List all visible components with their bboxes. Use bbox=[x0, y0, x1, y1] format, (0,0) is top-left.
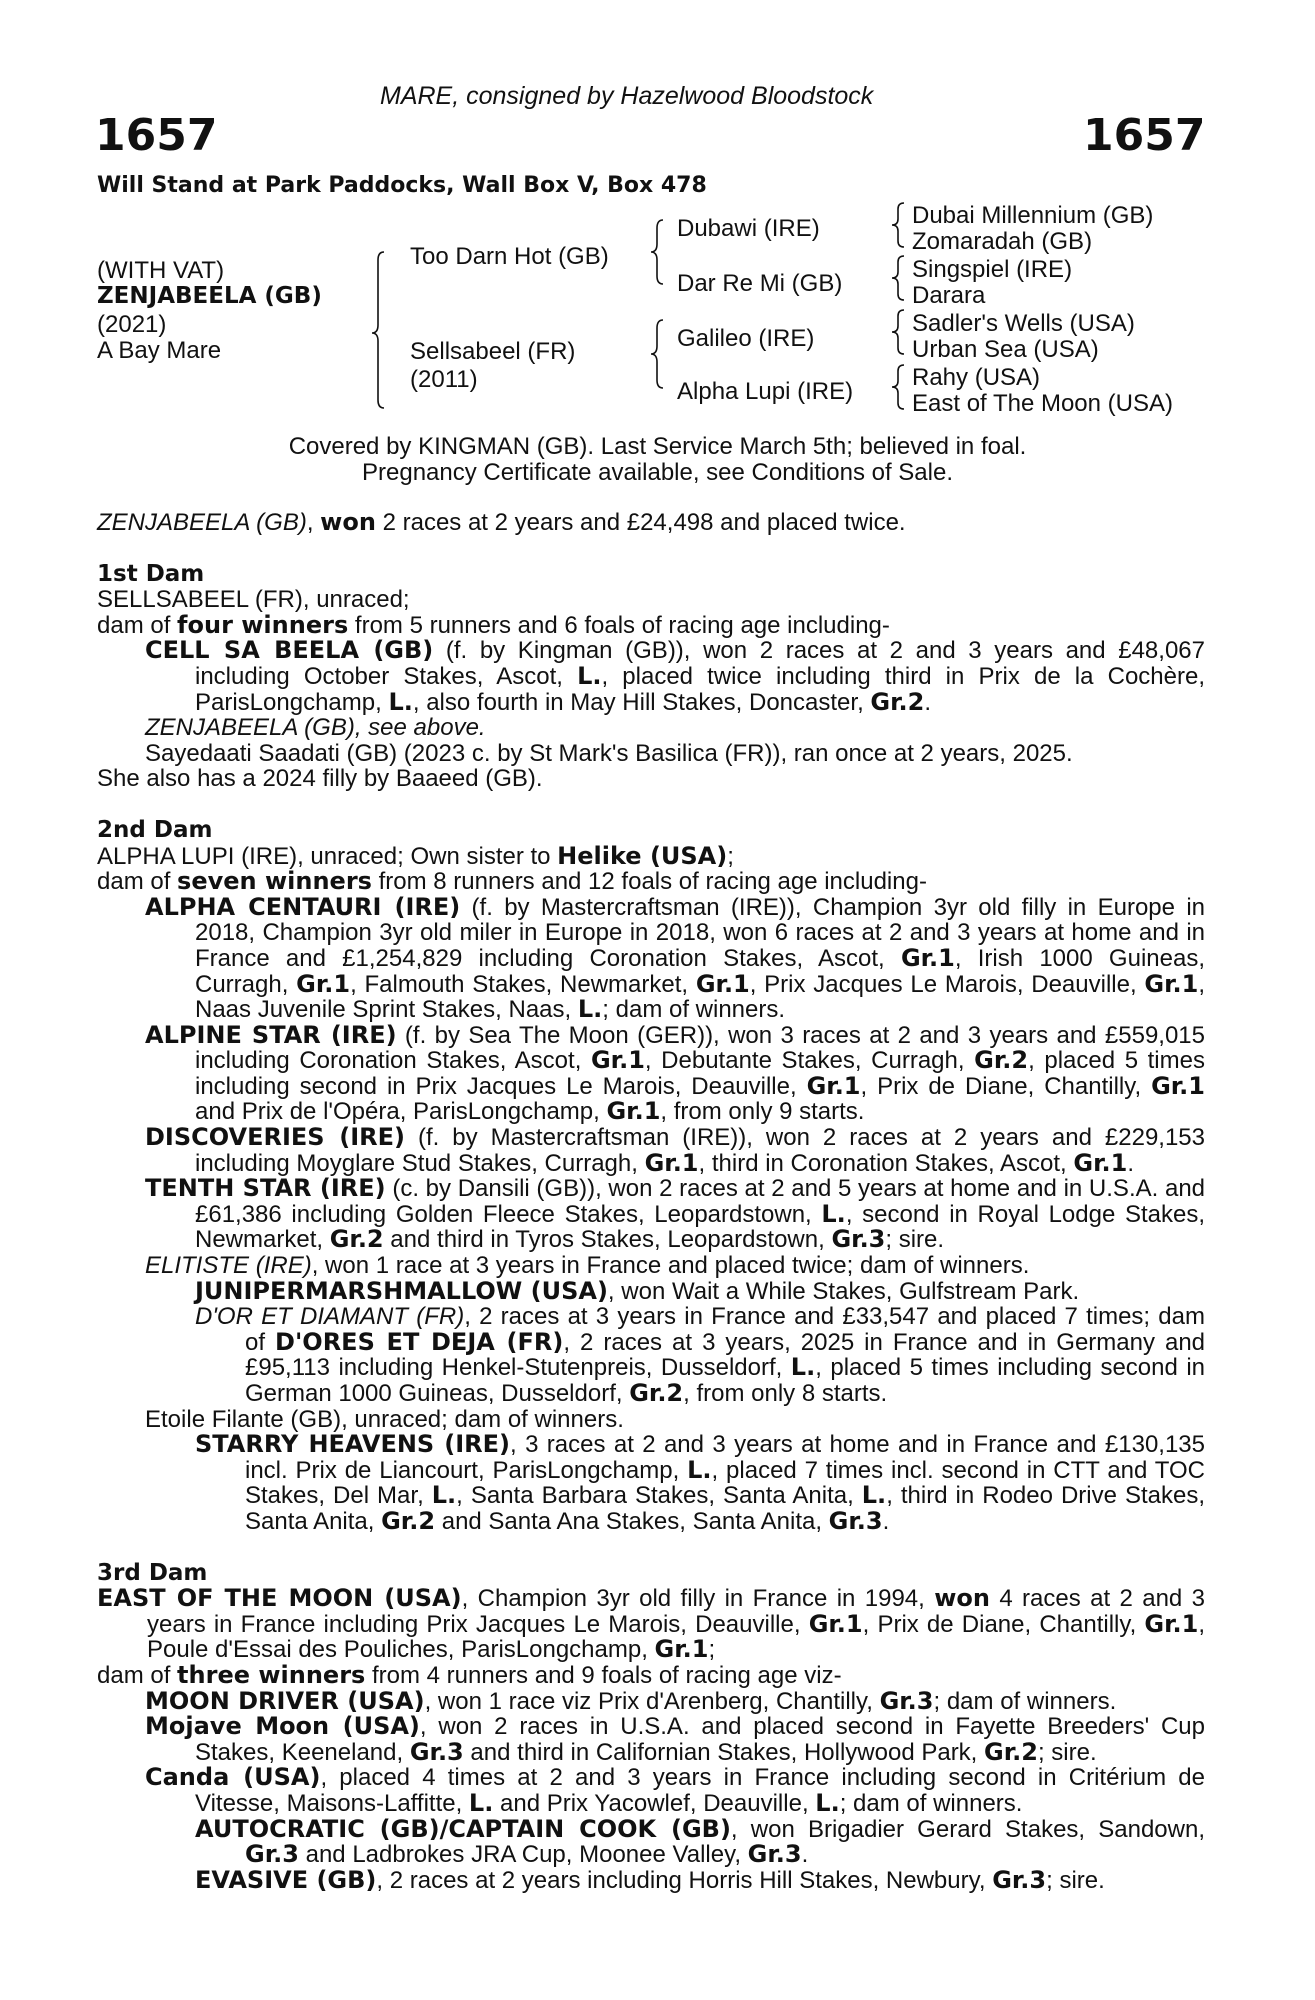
produce-autocratic: AUTOCRATIC (GB)/CAPTAIN COOK (GB), won Brigadier Gerard Stakes, Sandown, Gr.3 and Ladbrokes JRA Cup, Moonee Valley, Gr.3. bbox=[195, 1814, 1206, 1869]
bracket-ds bbox=[892, 310, 904, 354]
covered-line-2: Pregnancy Certificate available, see Conditions of Sale. bbox=[362, 459, 953, 486]
first-dam-line: SELLSABEEL (FR), unraced; bbox=[97, 586, 410, 614]
first-dam-heading: 1st Dam bbox=[97, 560, 205, 587]
produce-alpha-centauri: ALPHA CENTAURI (IRE) (f. by Mastercraftsman (IRE)), Champion 3yr old filly in Europe in 2018, Champion 3yr old miler in Europe in 2018, won 6 races at 2 and 3 years at home and in France and £1,254,829 including Coronation Stakes, Ascot, Gr.1, Irish 1000 Guineas, Curragh, Gr.1, Falmouth Stakes, Newmarket, Gr.1, Prix Jacques Le Marois, Deauville, Gr.1, Naas Juvenile Sprint Stakes, Naas, L.; dam of winners. bbox=[145, 892, 1205, 1024]
third-dam-dam-of: dam of three winners from 4 runners and 9 foals of racing age viz- bbox=[97, 1660, 842, 1689]
pedigree-dam-sire: Galileo (IRE) bbox=[677, 325, 815, 352]
summary-won: won bbox=[320, 508, 376, 536]
lot-number-left: 1657 bbox=[95, 110, 218, 161]
pedigree-dss: Sadler's Wells (USA) bbox=[912, 310, 1135, 337]
produce-starry-heavens: STARRY HEAVENS (IRE), 3 races at 2 and 3 years at home and in France and £130,135 incl. Prix de Liancourt, ParisLongchamp, L., placed 7 times incl. second in CTT and TOC Stakes, Del Mar, L., Santa Barbara Stakes, Santa Anita, L., third in Rodeo Drive Stakes, Santa Anita, Gr.2 and Santa Ana Stakes, Santa Anita, Gr.3. bbox=[195, 1430, 1206, 1535]
bracket-main bbox=[372, 252, 384, 408]
bracket-sire bbox=[651, 220, 663, 284]
produce-record bbox=[97, 510, 1205, 1893]
bracket-ss bbox=[892, 203, 904, 247]
second-dam-heading: 2nd Dam bbox=[97, 816, 213, 843]
pedigree-sss: Dubai Millennium (GB) bbox=[912, 202, 1154, 229]
pedigree-dam-dam: Alpha Lupi (IRE) bbox=[677, 378, 854, 405]
pedigree-dam-year: (2011) bbox=[410, 366, 478, 393]
pedigree-sire-dam: Dar Re Mi (GB) bbox=[677, 270, 843, 297]
produce-evasive: EVASIVE (GB), 2 races at 2 years including Horris Hill Stakes, Newbury, Gr.3; sire. bbox=[195, 1865, 1105, 1894]
horse-year: (2021) bbox=[97, 311, 167, 338]
pedigree-dam: Sellsabeel (FR) bbox=[410, 338, 576, 365]
horse-name: ZENJABEELA (GB) bbox=[97, 283, 322, 309]
bracket-sd bbox=[892, 256, 904, 300]
produce-moon-driver: MOON DRIVER (USA), won 1 race viz Prix d'Arenberg, Chantilly, Gr.3; dam of winners. bbox=[145, 1686, 1117, 1715]
stand-location: Will Stand at Park Paddocks, Wall Box V, Box 478 bbox=[97, 173, 707, 198]
second-dam-line: ALPHA LUPI (IRE), unraced; Own sister to Helike (USA); bbox=[97, 841, 734, 870]
summary-horse-name: ZENJABEELA (GB) bbox=[97, 509, 307, 536]
produce-dor-et-diamant: D'OR ET DIAMANT (FR), 2 races at 3 years in France and £33,547 and placed 7 times; dam of D'ORES ET DEJA (FR), 2 races at 3 years, 2025 in France and in Germany and £95,113 including Henkel-Stutenpreis, Dusseldorf, L., placed 5 times including second in German 1000 Guineas, Dusseldorf, Gr.2, from only 8 starts. bbox=[195, 1303, 1206, 1407]
produce-elitiste: ELITISTE (IRE), won 1 race at 3 years in France and placed twice; dam of winners. bbox=[145, 1252, 1030, 1280]
second-dam-dam-of: dam of seven winners from 8 runners and 12 foals of racing age including- bbox=[97, 867, 927, 896]
produce-sayedaati: Sayedaati Saadati (GB) (2023 c. by St Mark's Basilica (FR)), ran once at 2 years, 2025. bbox=[145, 739, 1073, 767]
pedigree-sds: Singspiel (IRE) bbox=[912, 256, 1073, 283]
pedigree-dds: Rahy (USA) bbox=[912, 364, 1041, 391]
covered-line-1: Covered by KINGMAN (GB). Last Service March 5th; believed in foal. bbox=[288, 433, 1027, 460]
bracket-dd bbox=[892, 365, 904, 409]
race-summary: ZENJABEELA (GB), won 2 races at 2 years and £24,498 and placed twice. bbox=[97, 508, 906, 536]
lot-number-right: 1657 bbox=[1083, 110, 1206, 161]
first-dam-dam-of: dam of four winners from 5 runners and 6 foals of racing age including- bbox=[97, 610, 890, 639]
produce-tenth-star: TENTH STAR (IRE) (c. by Dansili (GB)), won 2 races at 2 and 5 years at home and in U.S.A. and £61,386 including Golden Fleece Stakes, Leopardstown, L., second in Royal Lodge Stakes, Newmarket, Gr.2 and third in Tyros Stakes, Leopardstown, Gr.3; sire. bbox=[145, 1174, 1206, 1254]
consignor-subtitle: MARE, consigned by Hazelwood Bloodstock bbox=[380, 82, 874, 110]
pedigree-sdd: Darara bbox=[912, 282, 986, 309]
produce-cell-sa-beela: CELL SA BEELA (GB) (f. by Kingman (GB)), won 2 races at 2 and 3 years and £48,067 including October Stakes, Ascot, L., placed twice including third in Prix de la Cochère, ParisLongchamp, L., also fourth in May Hill Stakes, Doncaster, Gr.2. bbox=[145, 636, 1206, 716]
produce-etoile-filante: Etoile Filante (GB), unraced; dam of winners. bbox=[145, 1405, 624, 1433]
produce-canda: Canda (USA), placed 4 times at 2 and 3 years in France including second in Critérium de Vitesse, Maisons-Laffitte, L. and Prix Yacowlef, Deauville, L.; dam of winners. bbox=[145, 1763, 1205, 1817]
produce-discoveries: DISCOVERIES (IRE) (f. by Mastercraftsman (IRE)), won 2 races at 2 years and £229,153 including Moyglare Stud Stakes, Curragh, Gr.1, third in Coronation Stakes, Ascot, Gr.1. bbox=[145, 1123, 1206, 1177]
pedigree-ddd: East of The Moon (USA) bbox=[912, 390, 1173, 417]
pedigree-sire: Too Darn Hot (GB) bbox=[410, 243, 609, 270]
third-dam-heading: 3rd Dam bbox=[97, 1559, 208, 1586]
bracket-dam bbox=[651, 320, 663, 388]
third-dam-line: EAST OF THE MOON (USA), Champion 3yr old filly in France in 1994, won 4 races at 2 and 3 years in France including Prix Jacques Le Marois, Deauville, Gr.1, Prix de Diane, Chantilly, Gr.1, Poule d'Essai des Pouliches, ParisLongchamp, Gr.1; bbox=[97, 1584, 1206, 1664]
pedigree-sire-sire: Dubawi (IRE) bbox=[677, 215, 820, 242]
produce-mojave-moon: Mojave Moon (USA), won 2 races in U.S.A. and placed second in Fayette Breeders' Cup Stakes, Keeneland, Gr.3 and third in Californian Stakes, Hollywood Park, Gr.2; sire. bbox=[145, 1712, 1205, 1766]
first-dam-also: She also has a 2024 filly by Baaeed (GB). bbox=[97, 765, 543, 793]
pedigree-ssd: Zomaradah (GB) bbox=[912, 228, 1093, 255]
produce-alpine-star: ALPINE STAR (IRE) (f. by Sea The Moon (GER)), won 3 races at 2 and 3 years and £559,015 including Coronation Stakes, Ascot, Gr.1, Debutante Stakes, Curragh, Gr.2, placed 5 times including second in Prix Jacques Le Marois, Deauville, Gr.1, Prix de Diane, Chantilly, Gr.1 and Prix de l'Opéra, ParisLongchamp, Gr.1, from only 9 starts. bbox=[145, 1020, 1205, 1126]
pedigree-dsd: Urban Sea (USA) bbox=[912, 336, 1099, 363]
produce-junipermarshmallow: JUNIPERMARSHMALLOW (USA), won Wait a While Stakes, Gulfstream Park. bbox=[195, 1276, 1080, 1305]
vat-note: (WITH VAT) bbox=[97, 257, 225, 284]
produce-zenjabeela: ZENJABEELA (GB), see above. bbox=[145, 714, 486, 742]
horse-description: A Bay Mare bbox=[97, 337, 222, 364]
